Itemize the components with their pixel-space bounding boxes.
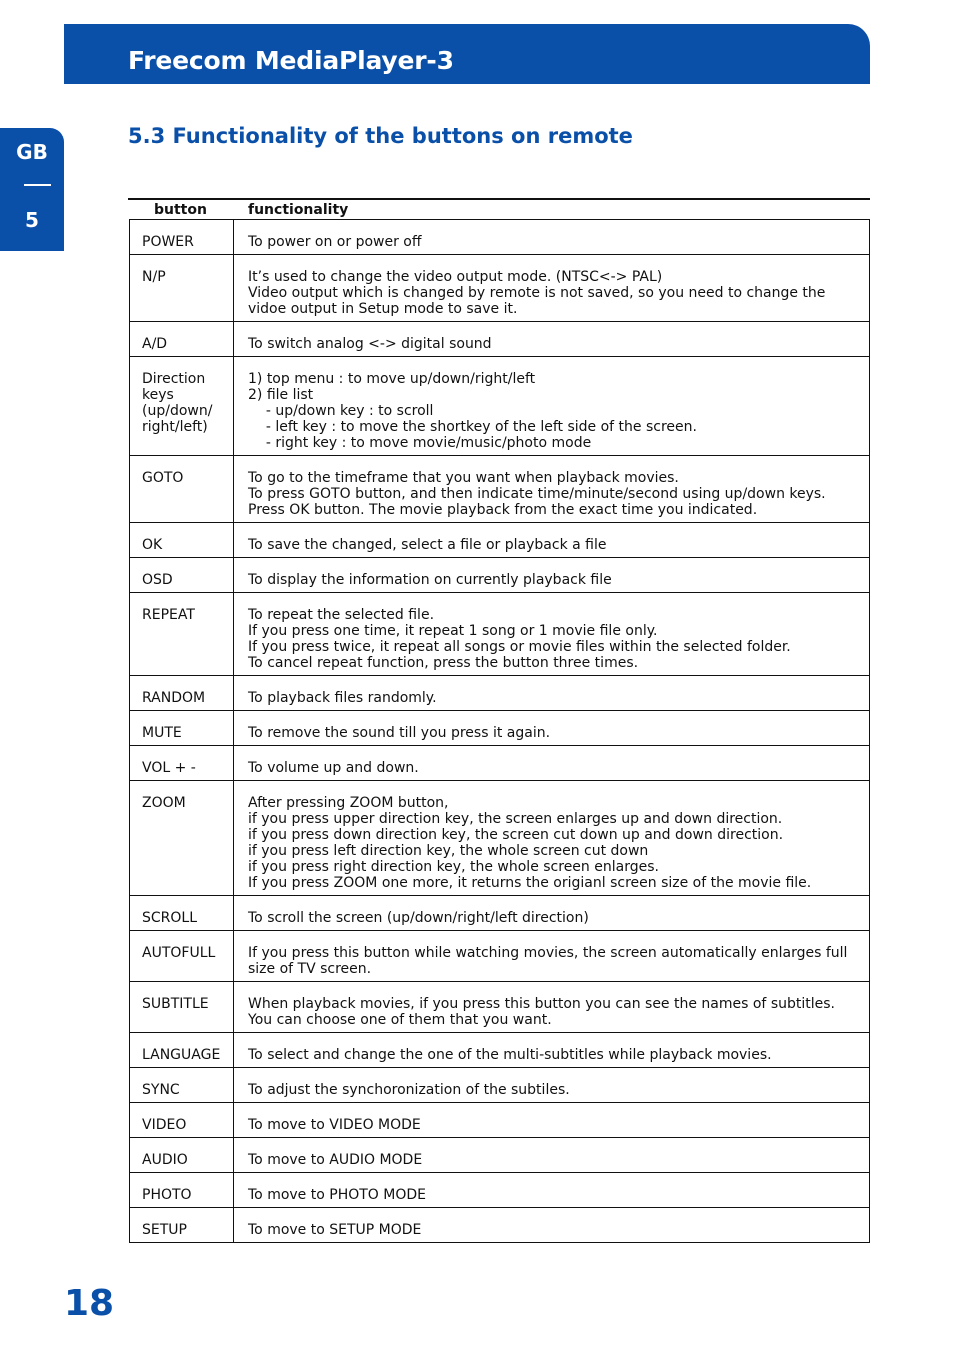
table-row bbox=[130, 1068, 870, 1103]
table-row bbox=[130, 711, 870, 746]
chapter-number: 5 bbox=[25, 208, 39, 232]
table-row bbox=[130, 1033, 870, 1068]
section-title: 5.3 Functionality of the buttons on remote bbox=[128, 124, 633, 148]
language-code: GB bbox=[16, 140, 48, 164]
button-name-cell: SYNC bbox=[130, 1068, 234, 1103]
button-name-cell: OK bbox=[130, 523, 234, 558]
table-row bbox=[130, 896, 870, 931]
button-name-cell: RANDOM bbox=[130, 676, 234, 711]
button-function-cell: To volume up and down. bbox=[234, 746, 870, 781]
button-name-cell: REPEAT bbox=[130, 593, 234, 676]
button-name-cell: SCROLL bbox=[130, 896, 234, 931]
button-function-cell: To repeat the selected file. If you press one time, it repeat 1 song or 1 movie file only. If you press twice, it repeat all songs or movie files within the selected folder. To cancel repeat function, press the button three times. bbox=[234, 593, 870, 676]
button-name-cell: A/D bbox=[130, 322, 234, 357]
button-name-cell: LANGUAGE bbox=[130, 1033, 234, 1068]
table-row bbox=[130, 357, 870, 456]
button-function-cell: To power on or power off bbox=[234, 220, 870, 255]
button-name-cell: VIDEO bbox=[130, 1103, 234, 1138]
button-functions-body bbox=[130, 220, 870, 1243]
button-functions-table bbox=[129, 219, 870, 1243]
button-name-cell: GOTO bbox=[130, 456, 234, 523]
button-name-cell: AUDIO bbox=[130, 1138, 234, 1173]
column-header-button: button bbox=[154, 202, 207, 218]
button-function-cell: To select and change the one of the multi-subtitles while playback movies. bbox=[234, 1033, 870, 1068]
button-function-cell: To adjust the synchoronization of the subtiles. bbox=[234, 1068, 870, 1103]
button-function-cell: If you press this button while watching movies, the screen automatically enlarges full size of TV screen. bbox=[234, 931, 870, 982]
side-tab-divider bbox=[24, 184, 51, 186]
table-row bbox=[130, 1173, 870, 1208]
document-title: Freecom MediaPlayer-3 bbox=[128, 46, 454, 75]
button-name-cell: OSD bbox=[130, 558, 234, 593]
side-chapter-tab bbox=[0, 128, 64, 251]
page-number: 18 bbox=[64, 1283, 115, 1324]
button-name-cell: Direction keys (up/down/ right/left) bbox=[130, 357, 234, 456]
button-function-cell: To playback files randomly. bbox=[234, 676, 870, 711]
button-name-cell: VOL + - bbox=[130, 746, 234, 781]
table-row bbox=[130, 1138, 870, 1173]
button-name-cell: MUTE bbox=[130, 711, 234, 746]
button-function-cell: To remove the sound till you press it again. bbox=[234, 711, 870, 746]
button-function-cell: 1) top menu : to move up/down/right/left 2) file list - up/down key : to scroll - left key : to move the shortkey of the left side of the screen. - right key : to move movie/music/photo mode bbox=[234, 357, 870, 456]
button-function-cell: To switch analog <-> digital sound bbox=[234, 322, 870, 357]
button-function-cell: After pressing ZOOM button, if you press upper direction key, the screen enlarges up and down direction. if you press down direction key, the screen cut down up and down direction. if you press left direction key, the whole screen cut down if you press right direction key, the whole screen enlarges. If you press ZOOM one more, it returns the origianl screen size of the movie file. bbox=[234, 781, 870, 896]
button-function-cell: To scroll the screen (up/down/right/left direction) bbox=[234, 896, 870, 931]
button-name-cell: POWER bbox=[130, 220, 234, 255]
button-name-cell: PHOTO bbox=[130, 1173, 234, 1208]
button-name-cell: AUTOFULL bbox=[130, 931, 234, 982]
table-row bbox=[130, 982, 870, 1033]
table-row bbox=[130, 523, 870, 558]
table-row bbox=[130, 1103, 870, 1138]
table-row bbox=[130, 781, 870, 896]
button-function-cell: To go to the timeframe that you want when playback movies. To press GOTO button, and then indicate time/minute/second using up/down keys. Press OK button. The movie playback from the exact time you indicated. bbox=[234, 456, 870, 523]
table-row bbox=[130, 676, 870, 711]
button-function-cell: It’s used to change the video output mode. (NTSC<-> PAL) Video output which is changed by remote is not saved, so you need to change the vidoe output in Setup mode to save it. bbox=[234, 255, 870, 322]
button-function-cell: To move to SETUP MODE bbox=[234, 1208, 870, 1243]
button-name-cell: SETUP bbox=[130, 1208, 234, 1243]
button-function-cell: To save the changed, select a file or playback a file bbox=[234, 523, 870, 558]
column-header-functionality: functionality bbox=[248, 202, 349, 218]
table-top-rule bbox=[128, 198, 870, 200]
button-function-cell: To move to PHOTO MODE bbox=[234, 1173, 870, 1208]
button-function-cell: To move to VIDEO MODE bbox=[234, 1103, 870, 1138]
table-row bbox=[130, 558, 870, 593]
button-name-cell: ZOOM bbox=[130, 781, 234, 896]
table-row bbox=[130, 593, 870, 676]
button-function-cell: To display the information on currently playback file bbox=[234, 558, 870, 593]
table-row bbox=[130, 746, 870, 781]
button-name-cell: N/P bbox=[130, 255, 234, 322]
table-row bbox=[130, 456, 870, 523]
table-row bbox=[130, 255, 870, 322]
table-row bbox=[130, 931, 870, 982]
table-row bbox=[130, 220, 870, 255]
button-name-cell: SUBTITLE bbox=[130, 982, 234, 1033]
button-function-cell: When playback movies, if you press this button you can see the names of subtitles. You can choose one of them that you want. bbox=[234, 982, 870, 1033]
button-function-cell: To move to AUDIO MODE bbox=[234, 1138, 870, 1173]
table-row bbox=[130, 322, 870, 357]
table-row bbox=[130, 1208, 870, 1243]
